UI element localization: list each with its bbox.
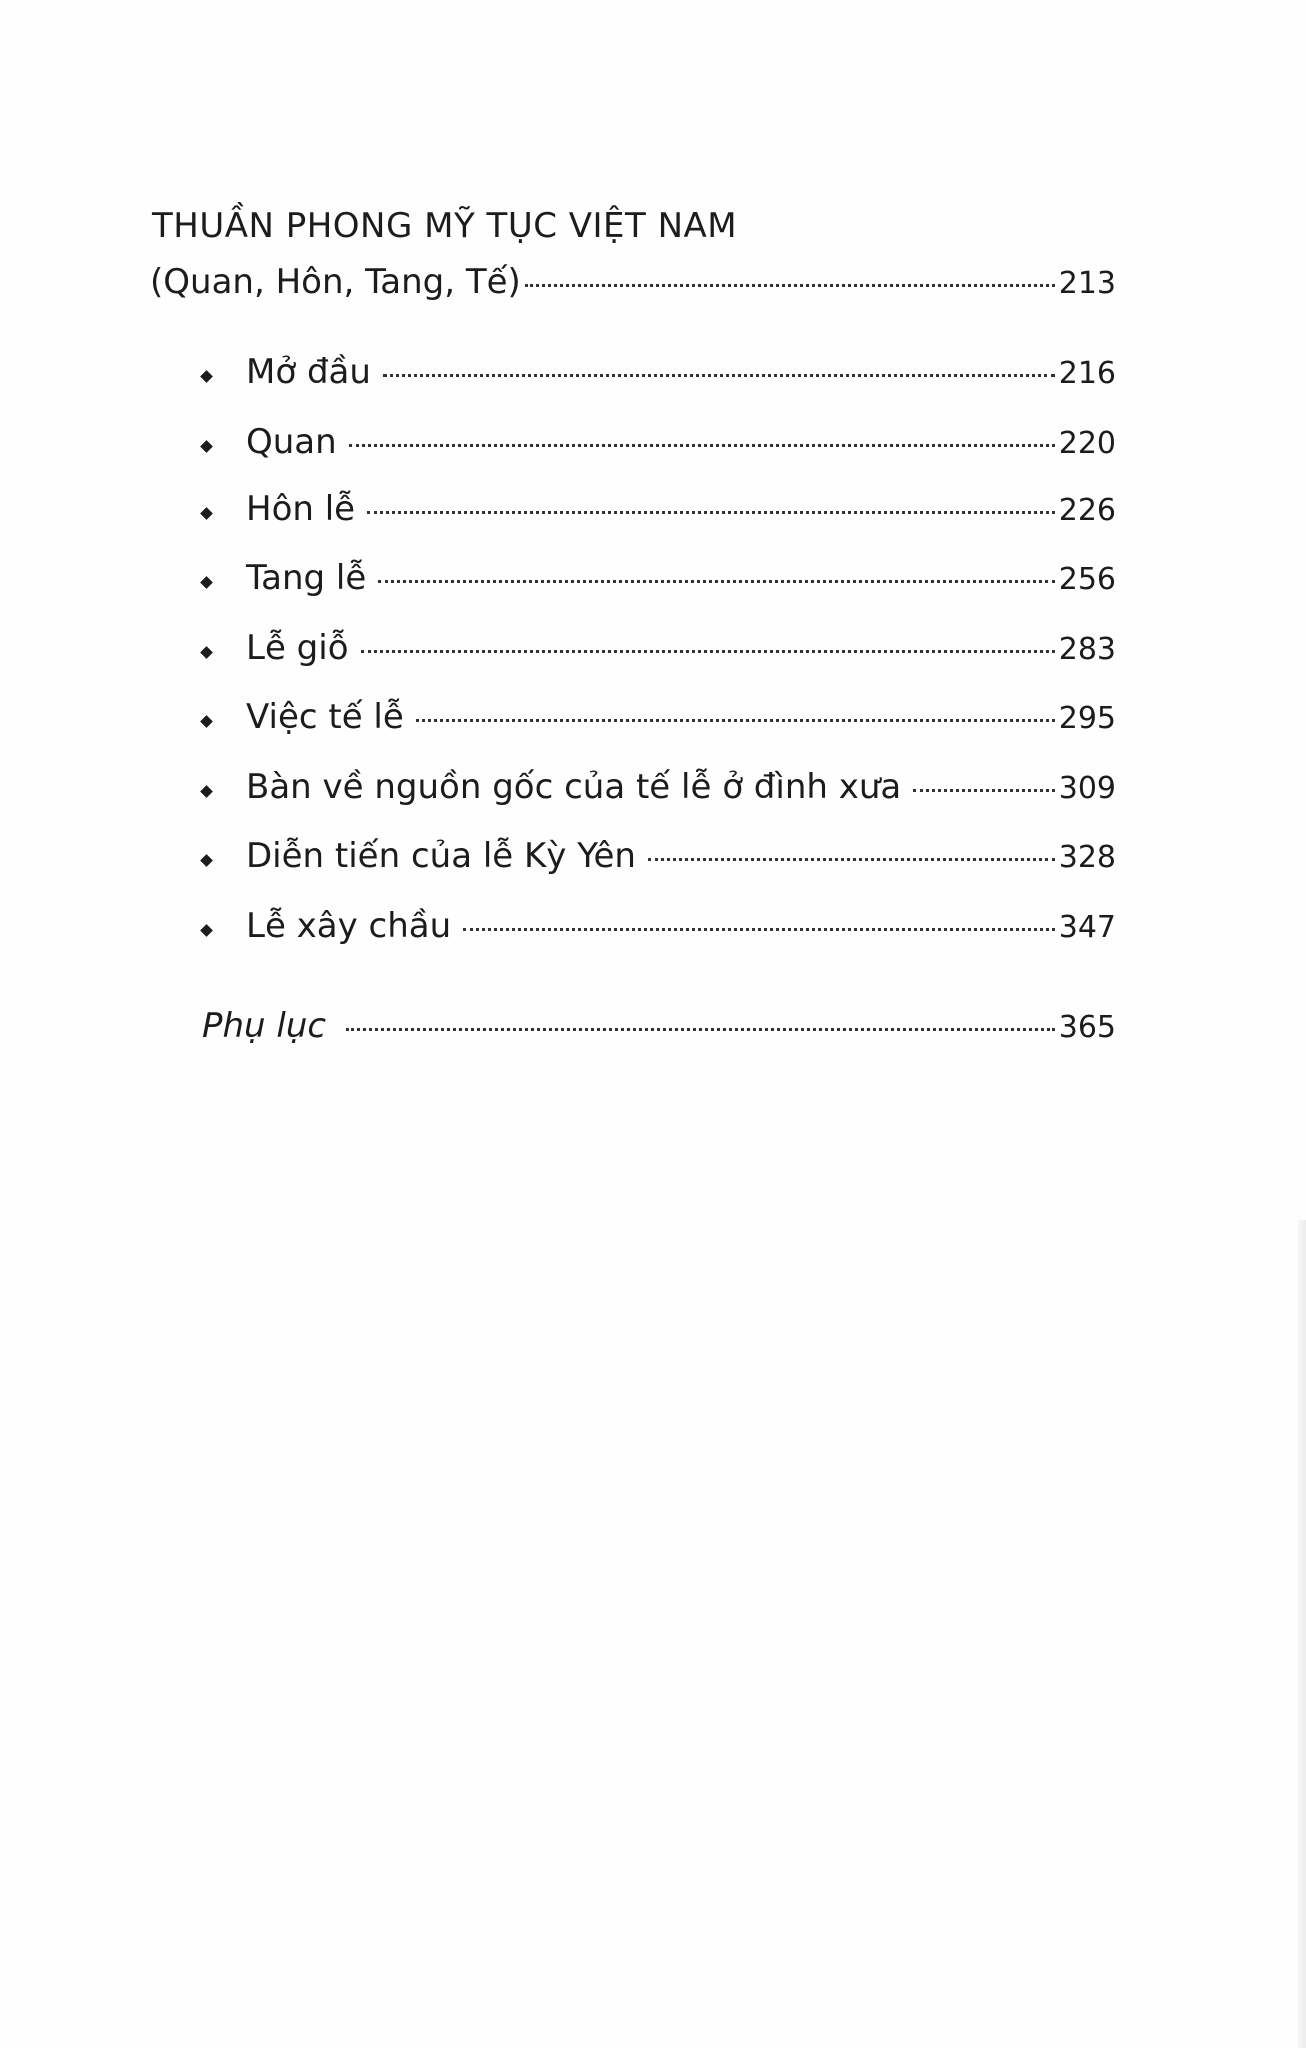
dot-leader xyxy=(383,374,1055,377)
section-title: THUẦN PHONG MỸ TỤC VIỆT NAM xyxy=(152,206,738,246)
toc-entry-label: Phụ lục xyxy=(202,1006,327,1046)
dot-leader xyxy=(378,580,1054,583)
toc-page-number: 365 xyxy=(1058,1010,1116,1045)
toc-page-number: 328 xyxy=(1058,840,1116,875)
dot-leader xyxy=(525,284,1055,287)
toc-entry xyxy=(246,697,1116,737)
diamond-bullet-icon xyxy=(200,785,213,798)
toc-entry-label: Mở đầu xyxy=(246,352,371,392)
toc-entry xyxy=(246,628,1116,668)
dot-leader xyxy=(367,511,1055,514)
toc-entry-label: Lễ xây chầu xyxy=(246,906,452,946)
toc-page-number: 347 xyxy=(1058,910,1116,945)
toc-entry-label: Quan xyxy=(246,422,337,462)
toc-page-number: 216 xyxy=(1058,356,1116,391)
diamond-bullet-icon xyxy=(200,924,213,937)
diamond-bullet-icon xyxy=(200,370,213,383)
diamond-bullet-icon xyxy=(200,507,213,520)
diamond-bullet-icon xyxy=(200,854,213,867)
toc-page-number: 220 xyxy=(1058,426,1116,461)
toc-entry-label: Hôn lễ xyxy=(246,489,356,529)
toc-entry xyxy=(246,352,1116,392)
toc-entry-label: Lễ giỗ xyxy=(246,628,349,668)
toc-page-number: 226 xyxy=(1058,493,1116,528)
toc-page-number: 283 xyxy=(1058,632,1116,667)
dot-leader xyxy=(349,444,1055,447)
toc-entry xyxy=(246,767,1116,807)
toc-entry-label: (Quan, Hôn, Tang, Tế) xyxy=(150,262,521,302)
toc-entry-appendix xyxy=(202,1006,1116,1046)
dot-leader xyxy=(648,858,1055,861)
toc-page-number: 309 xyxy=(1058,771,1116,806)
dot-leader xyxy=(346,1028,1055,1031)
toc-entry-label: Bàn về nguồn gốc của tế lễ ở đình xưa xyxy=(246,767,902,807)
toc-entry-label: Diễn tiến của lễ Kỳ Yên xyxy=(246,836,636,876)
toc-entry xyxy=(246,422,1116,462)
toc-page-number: 256 xyxy=(1058,562,1116,597)
page-edge xyxy=(1298,1220,1306,2048)
diamond-bullet-icon xyxy=(200,646,213,659)
toc-entry xyxy=(246,489,1116,529)
toc-entry xyxy=(246,906,1116,946)
dot-leader xyxy=(361,650,1055,653)
diamond-bullet-icon xyxy=(200,715,213,728)
diamond-bullet-icon xyxy=(200,576,213,589)
dot-leader xyxy=(416,719,1055,722)
dot-leader xyxy=(913,789,1054,792)
toc-page-number: 213 xyxy=(1058,266,1116,301)
diamond-bullet-icon xyxy=(200,440,213,453)
toc-entry-label: Việc tế lễ xyxy=(246,697,404,737)
toc-entry-label: Tang lễ xyxy=(246,558,367,598)
toc-page-number: 295 xyxy=(1058,701,1116,736)
toc-entry-subtitle xyxy=(150,262,1116,302)
toc-entry xyxy=(246,836,1116,876)
toc-entry xyxy=(246,558,1116,598)
dot-leader xyxy=(463,928,1055,931)
